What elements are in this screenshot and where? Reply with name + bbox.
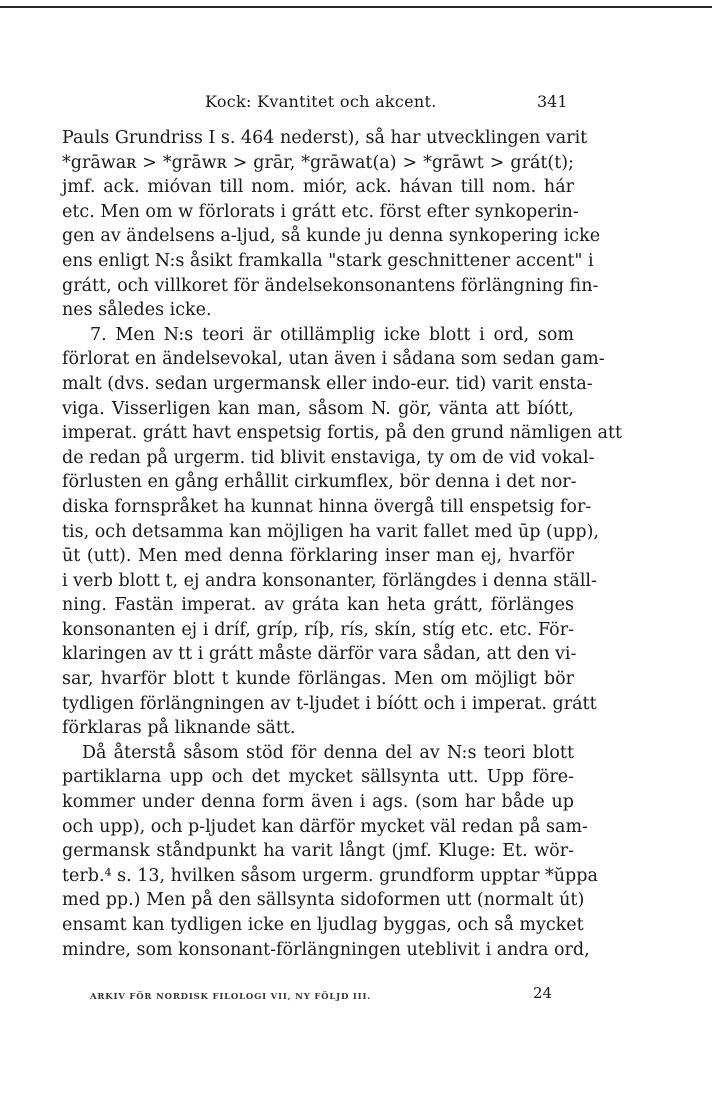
text-line: gen av ändelsens a-ljud, så kunde ju denna synkopering icke bbox=[62, 226, 601, 247]
text-line: 7. Men N:s teori är otillämplig icke blott i ord, som bbox=[90, 324, 574, 345]
text-line: ūt (utt). Men med denna förklaring inser man ej, hvarför bbox=[62, 546, 574, 567]
running-title: Kock: Kvantitet och akcent. bbox=[205, 92, 437, 111]
text-line: imperat. grátt havt enspetsig fortis, på den grund nämligen att bbox=[62, 423, 623, 444]
text-line: de redan på urgerm. tid blivit enstaviga, ty om de vid vokal- bbox=[62, 447, 595, 468]
text-line: jmf. ack. mióvan till nom. miór, ack. hávan till nom. hár bbox=[62, 177, 574, 198]
text-line: klaringen av tt i grátt måste därför vara sådan, att den vi- bbox=[62, 644, 577, 665]
text-line: ens enligt N:s åsikt framkalla "stark geschnittener accent" i bbox=[62, 250, 594, 271]
top-border bbox=[0, 6, 712, 8]
text-line: och upp), och p-ljudet kan därför mycket väl redan på sam- bbox=[62, 816, 588, 837]
body-text bbox=[62, 126, 623, 962]
text-line: förklaras på liknande sätt. bbox=[62, 718, 296, 739]
text-line: terb.⁴ s. 13, hvilken såsom urgerm. grundform upptar *ŭppa bbox=[62, 865, 598, 886]
text-line: konsonanten ej i dríf, gríp, ríþ, rís, skín, stíg etc. etc. För- bbox=[62, 619, 574, 640]
text-line: nes således icke. bbox=[62, 300, 212, 321]
text-line: i verb blott t, ej andra konsonanter, förlängdes i denna ställ- bbox=[62, 570, 597, 591]
text-line: Pauls Grundriss I s. 464 nederst), så har utvecklingen varit bbox=[62, 128, 588, 148]
page-number: 341 bbox=[537, 92, 568, 111]
text-line: kommer under denna form även i ags. (som har både up bbox=[62, 792, 574, 813]
journal-footer: ARKIV FÖR NORDISK FILOLOGI VII, NY FÖLJD III. bbox=[90, 992, 371, 1002]
text-line: tis, och detsamma kan möjligen ha varit fallet med ūp (upp), bbox=[62, 521, 599, 542]
signature-mark: 24 bbox=[533, 984, 553, 1002]
text-line: etc. Men om w förlorats i grátt etc. först efter synkoperin- bbox=[62, 201, 579, 222]
text-line: förlorat en ändelsevokal, utan även i sådana som sedan gam- bbox=[62, 349, 605, 370]
text-line: sar, hvarför blott t kunde förlängas. Men om möjligt bör bbox=[62, 669, 574, 690]
text-line: *grāwaʀ > *grāwʀ > grār, *grāwat(a) > *grāwt > grát(t); bbox=[62, 152, 574, 173]
text-line: germansk ståndpunkt ha varit långt (jmf. Kluge: Et. wör- bbox=[62, 841, 574, 862]
text-line: tydligen förlängningen av t-ljudet i bíótt och i imperat. grátt bbox=[62, 693, 597, 714]
text-line: ensamt kan tydligen icke en ljudlag byggas, och så mycket bbox=[62, 915, 584, 935]
text-line: Då återstå såsom stöd för denna del av N:s teori blott bbox=[82, 742, 574, 763]
text-line: med pp.) Men på den sällsynta sidoformen utt (normalt út) bbox=[62, 890, 585, 911]
text-line: viga. Visserligen kan man, såsom N. gör, vänta att bíótt, bbox=[62, 398, 574, 419]
text-line: malt (dvs. sedan urgermansk eller indo-eur. tid) varit ensta- bbox=[62, 373, 593, 394]
text-line: partiklarna upp och det mycket sällsynta utt. Upp före- bbox=[62, 767, 574, 788]
text-line: grátt, och villkoret för ändelsekonsonantens förlängning fin- bbox=[62, 275, 599, 296]
text-line: förlusten en gång erhållit cirkumflex, bör denna i det nor- bbox=[62, 472, 577, 493]
running-header bbox=[0, 92, 712, 116]
text-line: mindre, som konsonant-förlängningen uteblivit i andra ord, bbox=[62, 939, 590, 960]
text-line: diska fornspråket ha kunnat hinna övergå till enspetsig for- bbox=[62, 496, 592, 517]
text-line: ning. Fastän imperat. av gráta kan heta grátt, förlänges bbox=[62, 595, 574, 616]
